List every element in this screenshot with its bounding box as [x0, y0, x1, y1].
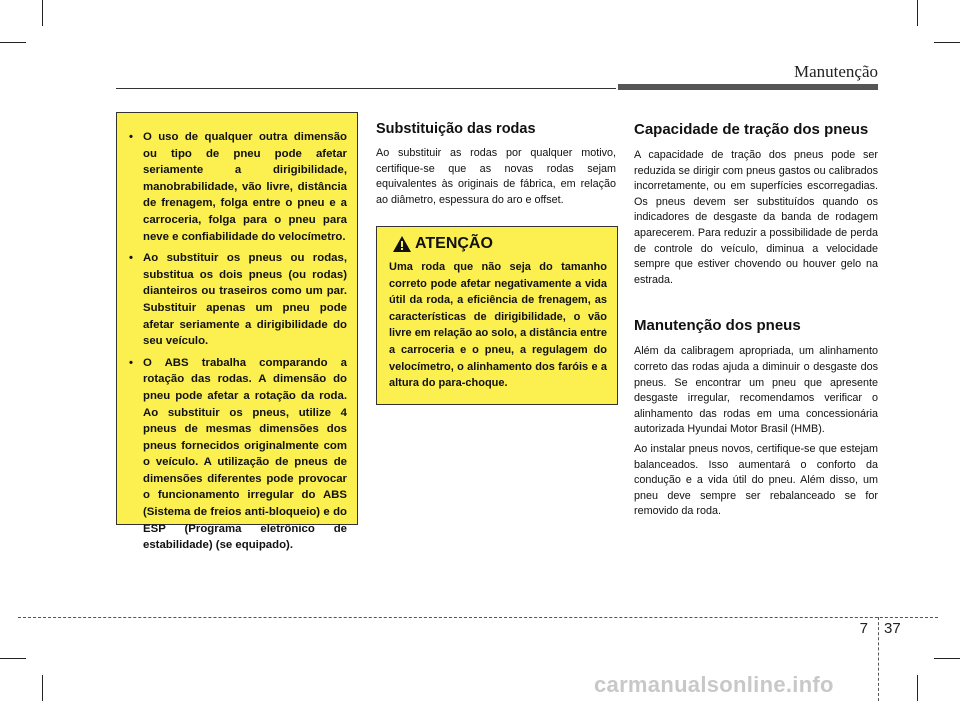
footer-dashed-divider	[878, 617, 879, 701]
crop-mark	[934, 658, 960, 659]
traction-title: Capacidade de tração dos pneus	[634, 121, 869, 138]
tire-maintenance-text-1: Além da calibragem apropriada, um alinhamento correto das rodas ajuda a diminuir o desgaste dos pneus. Se encontrar um pneu que apresente desgaste irregular, recomendamos verificar o alinhamento das rodas em uma concessionária autorizada Hyundai Motor Brasil (HMB).	[634, 345, 878, 436]
traction-text: A capacidade de tração dos pneus pode ser reduzida se dirigir com pneus gastos ou calibrados incorretamente, ou em superfícies escorregadias. Os pneus devem ser substituídos quando os indicadores de desgaste da banda de rodagem aparecerem. Para reduzir a possibilidade de perda de controle do veículo, diminua a velocidade sempre que estiver chovendo ou houver gelo na estrada.	[634, 149, 878, 286]
crop-mark	[934, 42, 960, 43]
attention-text: Uma roda que não seja do tamanho correto pode afetar negativamente a vida útil da roda, a eficiência de frenagem, as características de dirigibilidade, o vão livre em relação ao solo, a distância entre a carroceria e o pneu, a regulagem do velocímetro, o alinhamento dos faróis e a altura do para-choque.	[389, 261, 607, 390]
crop-mark	[0, 658, 26, 659]
tire-maintenance-title: Manutenção dos pneus	[634, 317, 801, 335]
wheel-replacement-section	[376, 120, 616, 208]
warning-item: • Ao substituir os pneus ou rodas, substitua os dois pneus (ou rodas) dianteiros ou traseiros como um par. Substituir apenas um pneu pode afetar seriamente a dirigibilidade do seu veículo.	[129, 252, 347, 348]
footer-dashed-rule	[18, 617, 938, 618]
crop-mark	[0, 42, 26, 43]
crop-mark	[917, 0, 918, 26]
crop-mark	[42, 675, 43, 701]
header-rule	[116, 88, 616, 89]
header-bar	[618, 84, 878, 90]
warning-triangle-icon	[393, 236, 411, 252]
crop-mark	[42, 0, 43, 26]
tire-maintenance-text-2: Ao instalar pneus novos, certifique-se que estejam balanceados. Isso aumentará o conforto da condução e a vida útil do pneu. Além disso, um pneu deve sempre ser rebalanceado se for removido da roda.	[634, 442, 878, 518]
warning-item: • O ABS trabalha comparando a rotação das rodas. A dimensão do pneu pode afetar a rotação da roda. Ao substituir os pneus, utilize 4 pneus de mesmas dimensões dos pneus fornecidos originalmente com o veículo. A utilização de pneus de dimensões diferentes pode provocar o funcionamento irregular do ABS (Sistema de freios anti-bloqueio) e do ESP (Programa eletrônico de estabilidade) (se equipado).	[129, 356, 347, 552]
wheel-replacement-title: Substituição das rodas	[376, 121, 536, 137]
section-title: Manutenção	[793, 62, 878, 81]
chapter-number: 7	[859, 620, 868, 637]
attention-box	[376, 226, 618, 405]
attention-title: ATENÇÃO	[415, 235, 493, 252]
warning-box	[116, 112, 358, 552]
crop-mark	[917, 675, 918, 701]
attention-header	[393, 235, 607, 253]
wheel-replacement-text: Ao substituir as rodas por qualquer motivo, certifique-se que as novas rodas sejam equivalentes às originais de fábrica, em relação ao diâmetro, espessura do aro e offset.	[376, 147, 616, 206]
watermark: carmanualsonline.info	[594, 672, 834, 697]
warning-item: • O uso de qualquer outra dimensão ou tipo de pneu pode afetar seriamente a dirigibilidade, manobrabilidade, vão livre, distância de frenagem, folga entre o pneu e a carroceria, folga para o pneu para neve e confiabilidade do velocímetro.	[129, 131, 347, 243]
right-column	[634, 120, 878, 520]
page-number: 37	[884, 620, 901, 637]
